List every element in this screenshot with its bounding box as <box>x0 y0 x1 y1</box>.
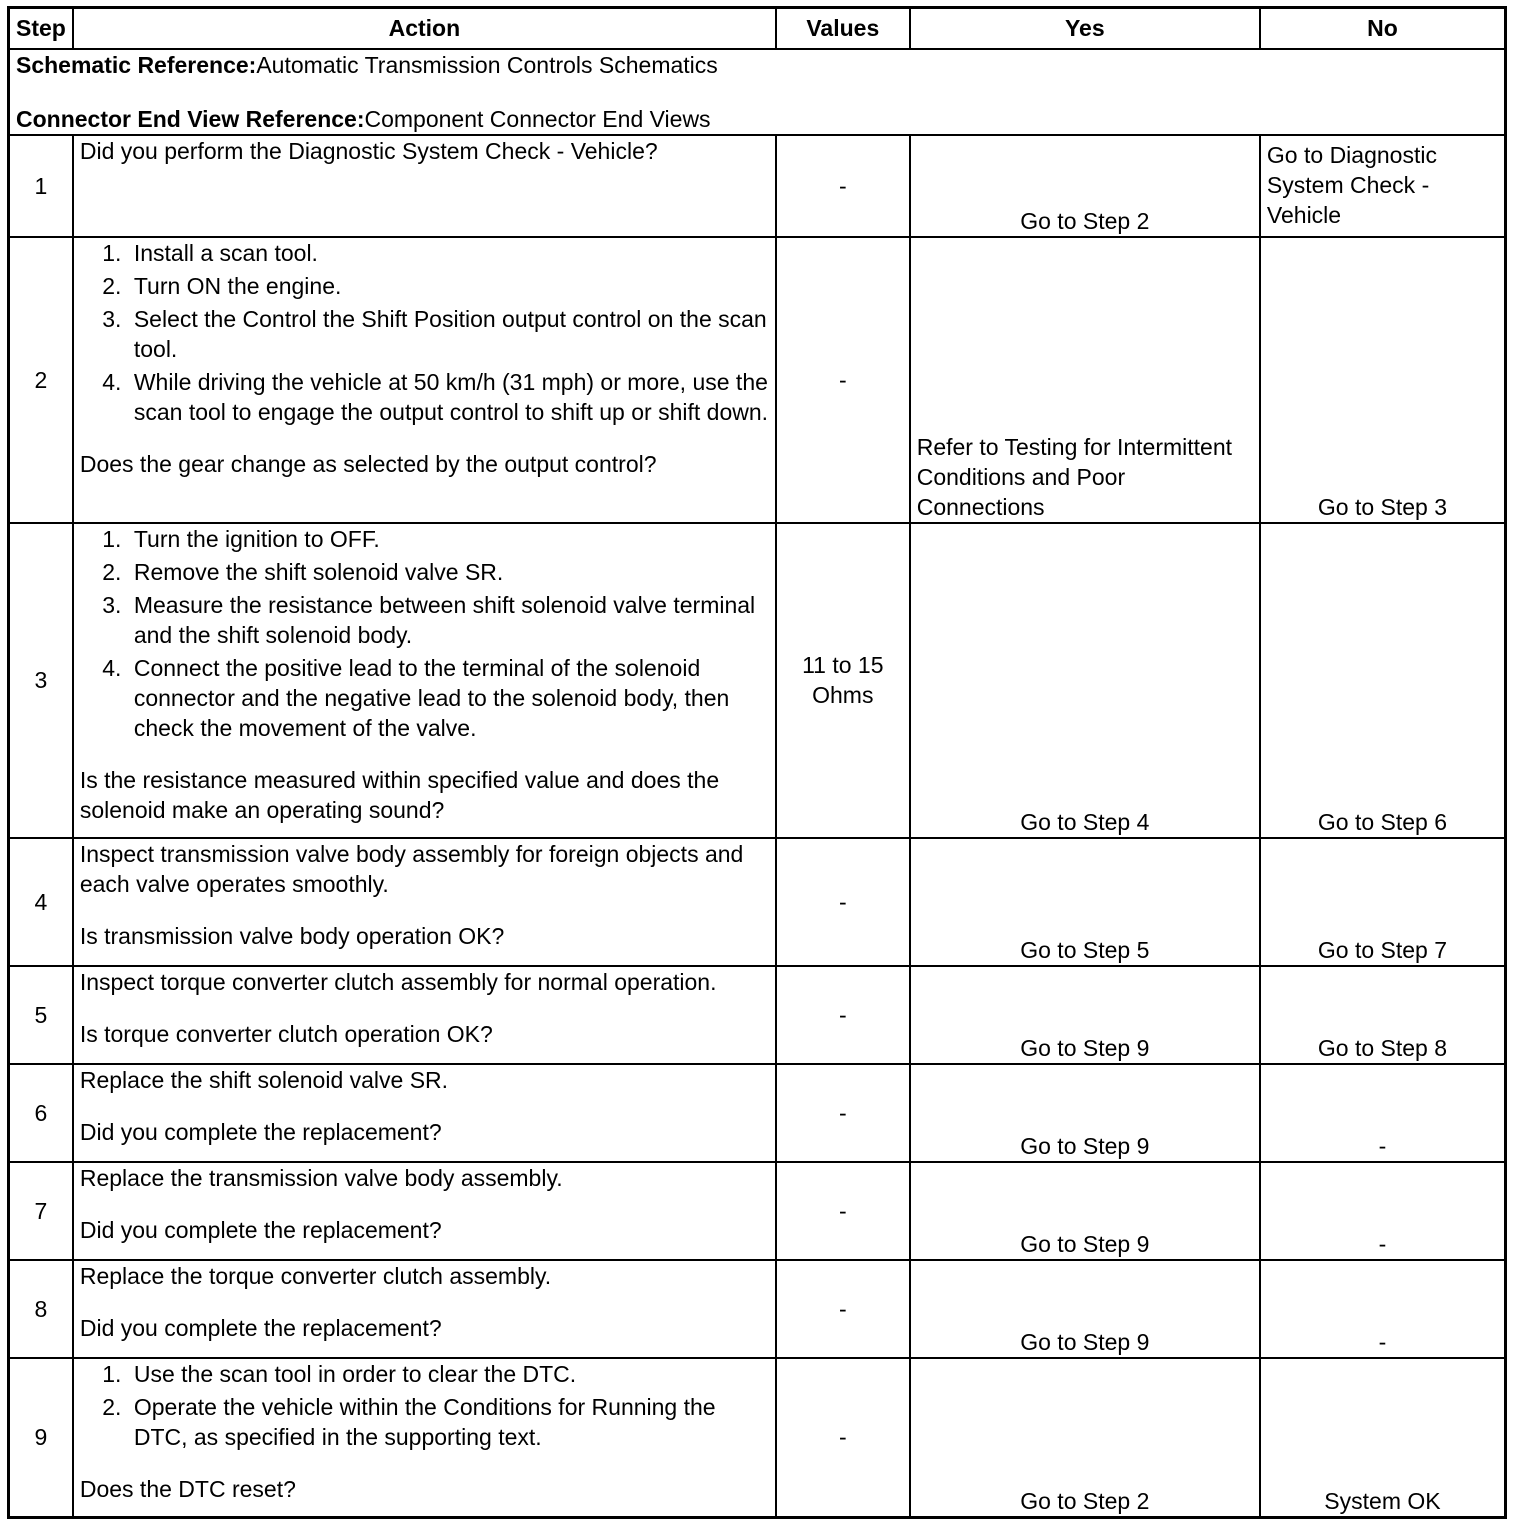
action-text: Replace the torque converter clutch assembly. <box>79 1262 552 1289</box>
action-question: Does the DTC reset? <box>79 1475 296 1502</box>
table-row <box>9 838 1506 966</box>
values-cell: - <box>776 966 910 1064</box>
table-row <box>9 1260 1506 1358</box>
no-cell[interactable]: Go to Step 7 <box>1260 838 1506 966</box>
action-question: Is transmission valve body operation OK? <box>79 922 505 949</box>
header-row <box>9 8 1506 49</box>
action-text: Inspect torque converter clutch assembly for normal operation. <box>79 968 717 995</box>
action-text: Did you perform the Diagnostic System Check - Vehicle? <box>79 137 658 164</box>
action-question: Did you complete the replacement? <box>79 1118 442 1145</box>
action-cell <box>73 237 776 523</box>
yes-cell[interactable]: Go to Step 2 <box>910 1358 1260 1518</box>
reference-cell <box>9 49 1506 135</box>
action-text: Replace the shift solenoid valve SR. <box>79 1066 449 1093</box>
header-step: Step <box>9 8 73 49</box>
step-number: 5 <box>9 966 73 1064</box>
diagnostic-table <box>7 6 1507 1519</box>
action-cell <box>73 1064 776 1162</box>
reference-row <box>9 49 1506 135</box>
yes-cell[interactable]: Go to Step 9 <box>910 966 1260 1064</box>
action-cell <box>73 966 776 1064</box>
no-cell: - <box>1260 1162 1506 1260</box>
values-cell: - <box>776 838 910 966</box>
step-number: 4 <box>9 838 73 966</box>
action-cell <box>73 523 776 838</box>
action-question: Is torque converter clutch operation OK? <box>79 1020 493 1047</box>
action-text: Inspect transmission valve body assembly for foreign objects and each valve operates smoothly. <box>79 840 744 897</box>
schematic-reference-link[interactable]: Automatic Transmission Controls Schematics <box>256 51 718 78</box>
step-number: 8 <box>9 1260 73 1358</box>
table-row <box>9 1064 1506 1162</box>
yes-cell[interactable]: Go to Step 9 <box>910 1064 1260 1162</box>
step-number: 9 <box>9 1358 73 1518</box>
list-item: 4. Connect the positive lead to the terminal of the solenoid connector and the negative lead to the solenoid body, then check the movement of the valve. <box>128 653 769 743</box>
no-cell: - <box>1260 1064 1506 1162</box>
step-number: 6 <box>9 1064 73 1162</box>
list-item: 3. Select the Control the Shift Position output control on the scan tool. <box>128 304 769 364</box>
values-cell: - <box>776 1064 910 1162</box>
action-steps-list <box>80 1359 769 1452</box>
no-cell[interactable]: Go to Step 3 <box>1260 237 1506 523</box>
list-item: 4. While driving the vehicle at 50 km/h (31 mph) or more, use the scan tool to engage the output control to shift up or shift down. <box>128 367 769 427</box>
action-text: Replace the transmission valve body assembly. <box>79 1164 563 1191</box>
step-number: 2 <box>9 237 73 523</box>
action-cell <box>73 1162 776 1260</box>
values-cell: - <box>776 1358 910 1518</box>
connector-reference <box>16 104 1498 134</box>
table-row <box>9 135 1506 237</box>
values-cell: - <box>776 1260 910 1358</box>
yes-cell[interactable]: Go to Step 5 <box>910 838 1260 966</box>
no-cell: - <box>1260 1260 1506 1358</box>
action-cell <box>73 1260 776 1358</box>
table-row <box>9 1162 1506 1260</box>
connector-reference-label: Connector End View Reference: <box>16 105 365 132</box>
yes-cell[interactable]: Go to Step 2 <box>910 135 1260 237</box>
list-item: 2. Remove the shift solenoid valve SR. <box>128 557 769 587</box>
no-cell: System OK <box>1260 1358 1506 1518</box>
step-number: 1 <box>9 135 73 237</box>
yes-cell[interactable]: Refer to Testing for Intermittent Conditions and Poor Connections <box>910 237 1260 523</box>
yes-cell[interactable]: Go to Step 4 <box>910 523 1260 838</box>
list-item: 2. Turn ON the engine. <box>128 271 769 301</box>
action-cell <box>73 1358 776 1518</box>
action-steps-list <box>80 238 769 427</box>
action-question: Did you complete the replacement? <box>79 1216 442 1243</box>
schematic-reference-label: Schematic Reference: <box>16 51 257 78</box>
list-item: 1. Use the scan tool in order to clear the DTC. <box>128 1359 769 1389</box>
action-steps-list <box>80 524 769 743</box>
list-item: 3. Measure the resistance between shift solenoid valve terminal and the shift solenoid body. <box>128 590 769 650</box>
header-yes: Yes <box>910 8 1260 49</box>
yes-cell[interactable]: Go to Step 9 <box>910 1260 1260 1358</box>
values-cell: - <box>776 237 910 523</box>
yes-cell[interactable]: Go to Step 9 <box>910 1162 1260 1260</box>
no-cell[interactable]: Go to Diagnostic System Check - Vehicle <box>1260 135 1506 237</box>
connector-reference-link[interactable]: Component Connector End Views <box>364 105 711 132</box>
list-item: 1. Turn the ignition to OFF. <box>128 524 769 554</box>
step-number: 3 <box>9 523 73 838</box>
header-action: Action <box>73 8 776 49</box>
table-row <box>9 966 1506 1064</box>
header-values: Values <box>776 8 910 49</box>
action-question: Does the gear change as selected by the output control? <box>79 450 657 477</box>
values-cell: - <box>776 1162 910 1260</box>
header-no: No <box>1260 8 1506 49</box>
table-row <box>9 237 1506 523</box>
values-cell: 11 to 15 Ohms <box>776 523 910 838</box>
step-number: 7 <box>9 1162 73 1260</box>
schematic-reference <box>16 50 1498 80</box>
table-row <box>9 1358 1506 1518</box>
list-item: 1. Install a scan tool. <box>128 238 769 268</box>
action-question: Did you complete the replacement? <box>79 1314 442 1341</box>
no-cell[interactable]: Go to Step 8 <box>1260 966 1506 1064</box>
no-cell[interactable]: Go to Step 6 <box>1260 523 1506 838</box>
values-cell: - <box>776 135 910 237</box>
action-cell <box>73 135 776 237</box>
action-cell <box>73 838 776 966</box>
action-question: Is the resistance measured within specified value and does the solenoid make an operating sound? <box>79 766 720 823</box>
table-row <box>9 523 1506 838</box>
list-item: 2. Operate the vehicle within the Conditions for Running the DTC, as specified in the supporting text. <box>128 1392 769 1452</box>
